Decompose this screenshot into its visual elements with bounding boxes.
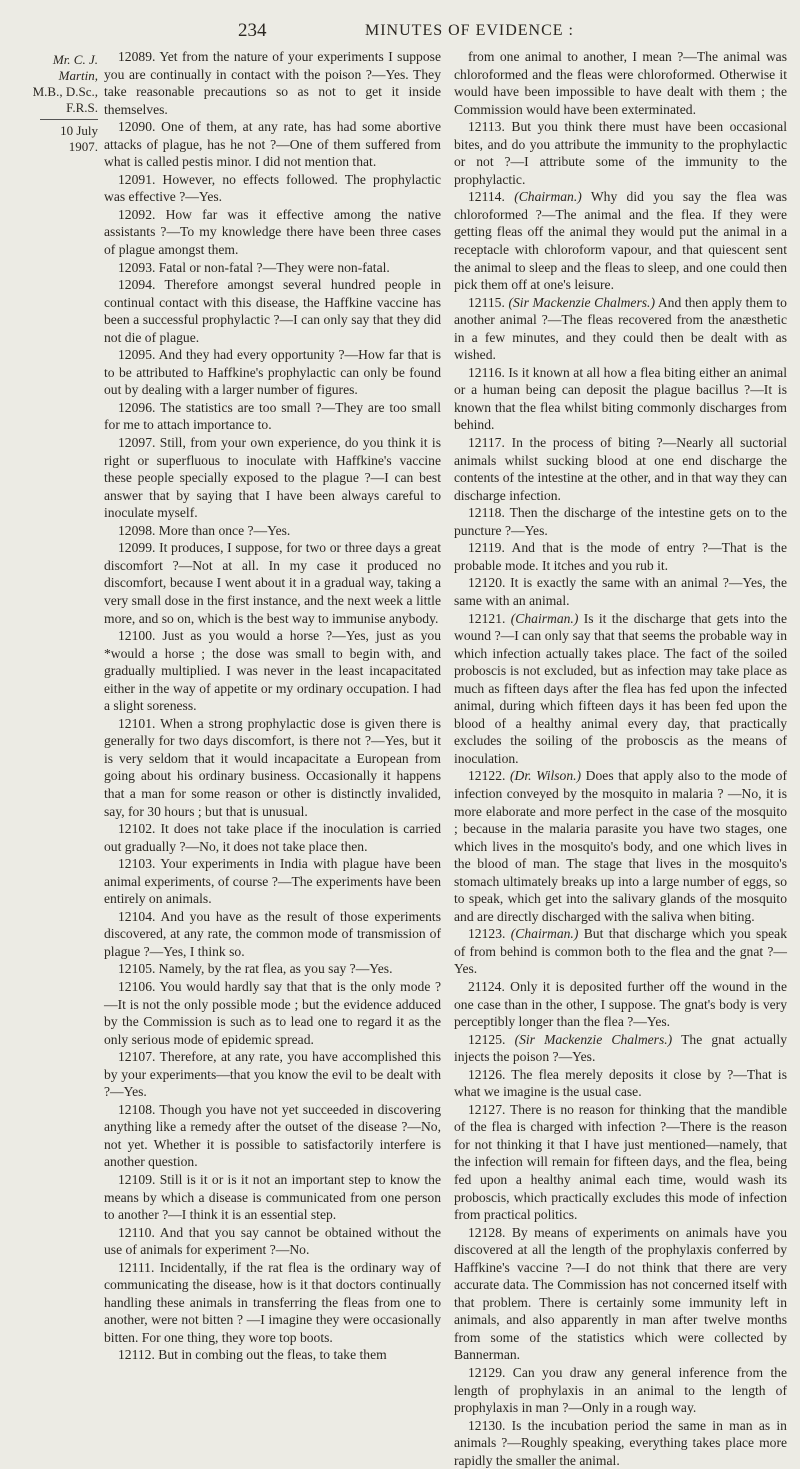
question-paragraph	[454, 1364, 787, 1417]
question-paragraph	[104, 206, 441, 259]
question-number: 12120.	[468, 575, 506, 591]
page-number: 234	[238, 20, 267, 41]
question-paragraph	[104, 1101, 441, 1171]
question-paragraph	[104, 259, 441, 277]
question-number: 12109.	[118, 1172, 156, 1187]
question-number: 12105.	[118, 961, 156, 977]
question-number: 12123.	[468, 926, 506, 942]
speaker-attribution: (Dr. Wilson.)	[510, 768, 582, 784]
question-number: 12129.	[468, 1365, 506, 1381]
question-number: 12102.	[118, 821, 156, 837]
question-text: More than once ?—Yes.	[158, 522, 291, 538]
question-text: Your experiments in India with plague have been animal experiments, of course ?—The experiments have been entirely on animals.	[104, 856, 441, 907]
question-text: Yet from the nature of your experiments I suppose you are continually in contact with the poison ?—Yes. They take reasonable precautions so as not to get it inside themselves.	[104, 49, 441, 117]
question-paragraph	[104, 978, 441, 1048]
question-paragraph	[104, 171, 441, 206]
question-number: 12106.	[118, 978, 156, 994]
question-paragraph	[104, 908, 441, 961]
question-number: 21124.	[468, 978, 505, 994]
question-text: Just as you would a horse ?—Yes, just as you *would a horse ; the dose was small to begin with, and gradually multiplied. I was never in the least incapacitated either in the way of appetite or my ordinary occupation. I had a slight soreness.	[104, 628, 442, 714]
speaker-attribution: (Sir Mackenzie Chalmers.)	[508, 294, 655, 310]
speaker-attribution: (Chairman.)	[510, 926, 579, 942]
question-text: It produces, I suppose, for two or three days a great discomfort ?—Not at all. In my case it produced no discomfort, because I went about it in a gradual way, taking a very small dose in the first instance, and the next week a little more, and so on, which is the best way to immunise anybody.	[104, 540, 441, 626]
question-number: 12130.	[468, 1417, 506, 1433]
question-number: 12090.	[118, 119, 156, 135]
question-paragraph	[454, 1066, 787, 1101]
question-text: But that discharge which you speak of from behind is common both to the flea and the gnat ?—Yes.	[454, 926, 787, 977]
question-paragraph	[454, 1417, 787, 1469]
question-text: Then the discharge of the intestine gets on to the puncture ?—Yes.	[454, 505, 787, 538]
witness-name-line2: Martin,	[58, 68, 98, 83]
witness-name-line1: Mr. C. J.	[52, 52, 98, 67]
question-text: The gnat actually injects the poison ?—Yes.	[454, 1031, 787, 1065]
question-paragraph	[104, 434, 441, 522]
question-text: It does not take place if the inoculation is carried out gradually ?—No, it does not take place then.	[104, 821, 442, 854]
question-paragraph	[104, 1224, 441, 1259]
question-number: 12096.	[118, 399, 156, 415]
question-number: 12104.	[118, 908, 156, 924]
question-number: 12122.	[468, 768, 506, 784]
question-paragraph	[104, 399, 441, 434]
question-text: In the process of biting ?—Nearly all suctorial animals whilst sucking blood at one end discharge the contents of the intestine at the other, and in that way they can discharge infection.	[454, 435, 787, 503]
question-number: 12116.	[468, 364, 505, 380]
question-paragraph	[454, 925, 787, 978]
question-text: And you have as the result of those experiments discovered, at any rate, the common mode of transmission of plague ?—Yes, I think so.	[104, 908, 441, 959]
question-text: Though you have not yet succeeded in discovering anything like a remedy after the outset of the disease ?—No, not yet. Whether it is possible to satisfactorily interfere is another question.	[104, 1101, 441, 1170]
question-paragraph	[104, 627, 441, 715]
question-text: However, no effects followed. The prophylactic was effective ?—Yes.	[104, 171, 441, 205]
question-text: Is the incubation period the same in man as in animals ?—Roughly speaking, everything takes place more rapidly the smaller the animal.	[454, 1417, 787, 1468]
question-paragraph	[104, 820, 441, 855]
question-number: 12095.	[118, 347, 156, 363]
question-text: Namely, by the rat flea, as you say ?—Yes.	[158, 961, 393, 977]
right-text-column	[454, 48, 787, 1469]
question-number: 12108.	[118, 1101, 156, 1117]
question-number: 12107.	[118, 1049, 156, 1065]
question-text: Is it the discharge that gets into the wound ?—I can only say that that seems the probable way in which infection actually takes place. The fact of the soiled proboscis is not excluded, but as infection may take place as much as fifteen days after the flea has fed upon the infected animal, during which fifteen days it has been fed upon the blood of a healthy animal every day, that practically excludes the soiling of the proboscis as the means of inoculation.	[454, 610, 787, 766]
question-number: 12089.	[118, 49, 156, 64]
question-text: Is it known at all how a flea biting either an animal or a human being can deposit the plague bacillus ?—It is known that the flea whilst biting commonly discharges from behind.	[454, 364, 787, 433]
speaker-attribution: (Chairman.)	[510, 610, 579, 626]
running-title: MINUTES OF EVIDENCE :	[365, 22, 574, 39]
question-number: 12100.	[118, 628, 156, 644]
question-paragraph	[104, 855, 441, 908]
question-paragraph	[104, 346, 441, 399]
question-text: Only it is deposited further off the wound in the one case than in the other, I suppose. The gnat's body is very perceptibly longer than the flea ?—Yes.	[454, 978, 787, 1030]
question-number: 12128.	[468, 1224, 506, 1240]
question-number: 12092.	[118, 206, 156, 222]
question-text: But in combing out the fleas, to take them	[158, 1347, 387, 1363]
question-text: from one animal to another, I mean ?—The animal was chloroformed and the fleas were chloroformed. Otherwise it would have been impossible to have dealt with them ; the Commission would have been exterminated.	[454, 49, 787, 117]
question-text: And then apply them to another animal ?—The fleas recovered from the anæsthetic in a few minutes, and they could then be dealt with as wished.	[454, 294, 787, 363]
question-paragraph	[454, 434, 787, 504]
question-paragraph	[104, 1048, 441, 1101]
evidence-date: 10 July 1907.	[60, 123, 98, 154]
question-number: 12094.	[118, 277, 156, 293]
witness-margin-note	[28, 52, 98, 155]
question-text: By means of experiments on animals have you discovered at all the length of the prophylaxis conferred by Haffkine's vaccine ?—I do not think that there are very accurate data. The Commission has not concerned itself with that problem. There is certainly some immunity left in animals, and also apparently in man after twelve months from some of the statistics which were collected by Bannerman.	[454, 1224, 787, 1363]
question-text: Therefore amongst several hundred people in continual contact with this disease, the Haffkine vaccine has been a successful prophylactic ?—I can only say that they did not die of plague.	[104, 277, 442, 345]
question-paragraph	[454, 767, 787, 925]
question-number: 12126.	[468, 1066, 506, 1082]
question-text: One of them, at any rate, has had some abortive attacks of plague, has he not ?—One of them suffered from what is called pestis minor. I did not mention that.	[104, 119, 441, 170]
question-number: 12110.	[118, 1224, 155, 1240]
question-paragraph	[454, 1224, 787, 1364]
question-number: 12103.	[118, 856, 156, 872]
question-text: How far was it effective among the native assistants ?—To my knowledge there have been three cases of plague amongst them.	[104, 206, 441, 258]
question-paragraph	[104, 715, 441, 820]
question-number: 12091.	[118, 171, 156, 187]
question-paragraph	[454, 364, 787, 434]
question-paragraph	[454, 48, 787, 118]
question-text: You would hardly say that that is the only mode ?—It is not the only possible mode ; but the evidence adduced by the Commission is such as to lead one to regard it as the only serious mode of epidemic spread.	[104, 978, 441, 1047]
question-number: 12117.	[468, 435, 505, 451]
question-paragraph	[104, 118, 441, 171]
question-paragraph	[454, 504, 787, 539]
question-text: And that you say cannot be obtained without the use of animals for experiment ?—No.	[104, 1224, 441, 1258]
question-number: 12112.	[118, 1347, 155, 1363]
question-number: 12093.	[118, 259, 156, 275]
question-number: 12127.	[468, 1101, 506, 1117]
question-number: 12114.	[468, 189, 505, 205]
question-text: And that is the mode of entry ?—That is the probable mode. It itches and you rub it.	[454, 540, 787, 573]
question-paragraph	[454, 1031, 787, 1066]
question-paragraph	[104, 1346, 441, 1364]
question-paragraph	[104, 1171, 441, 1224]
question-number: 12125.	[468, 1031, 506, 1047]
question-paragraph	[104, 276, 441, 346]
question-paragraph	[454, 978, 787, 1031]
question-number: 12115.	[468, 294, 505, 310]
witness-degrees: M.B., D.Sc.,	[32, 84, 98, 99]
question-paragraph	[104, 522, 441, 540]
question-number: 12121.	[468, 610, 506, 626]
question-paragraph	[104, 48, 441, 118]
question-text: And they had every opportunity ?—How far that is to be attributed to Haffkine's prophylactic can only be found out by dealing with a larger number of figures.	[104, 347, 441, 398]
question-number: 12111.	[118, 1259, 155, 1275]
question-text: Still, from your own experience, do you think it is right or superfluous to inoculate with Haffkine's vaccine these people specially exposed to the plague ?—I can best answer that by saying that I have been always careful to inoculate myself.	[104, 435, 441, 521]
question-paragraph	[454, 1101, 787, 1224]
question-paragraph	[104, 1259, 441, 1347]
question-text: Incidentally, if the rat flea is the ordinary way of communicating the disease, how is it that doctors continually handling these animals in transferring the fleas from one to another, were not bitten ? —I imagine they were occasionally bitten. For one thing, they wore top boots.	[104, 1259, 441, 1345]
question-paragraph	[454, 118, 787, 188]
question-text: Does that apply also to the mode of infection conveyed by the mosquito in malaria ? —No, it is more elaborate and more perfect in the case of the mosquito ; because in the malaria parasite you have two stages, one which lives in the mosquito's body, and one which lives in the blood of man. The stage that lives in the mosquito's stomach ultimately breaks up into a large number of eggs, so to speak, which get into the salivary glands of the mosquito and are directly discharged with the saliva when biting.	[454, 768, 787, 924]
question-number: 12099.	[118, 540, 156, 556]
question-text: Why did you say the flea was chloroformed ?—The animal and the flea. If they were getting fleas off the animal they would put the animal in a receptacle with chloroform vapour, and that quiescent sent the animal to sleep and the fleas to sleep, and one could then pick them off at one's leisure.	[454, 189, 787, 293]
question-paragraph	[454, 539, 787, 574]
question-number: 12097.	[118, 435, 156, 451]
question-text: There is no reason for thinking that the mandible of the flea is charged with infection ?—There is the reason for not thinking it that I have just mentioned—namely, that the infection will remain for fifteen days, and the flea, being fed upon a healthy animal each time, would wash its proboscis, which practically excludes this mode of infection from practical politics.	[454, 1101, 787, 1223]
question-text: But you think there must have been occasional bites, and do you attribute the immunity to the prophylactic or not ?—I attribute some of the immunity to the prophylactic.	[454, 119, 787, 187]
question-paragraph	[454, 574, 787, 609]
speaker-attribution: (Chairman.)	[514, 189, 582, 205]
question-number: 12098.	[118, 522, 156, 538]
question-text: The statistics are too small ?—They are too small for me to attach importance to.	[104, 399, 441, 433]
margin-divider	[40, 119, 98, 120]
speaker-attribution: (Sir Mackenzie Chalmers.)	[514, 1031, 673, 1047]
question-text: It is exactly the same with an animal ?—Yes, the same with an animal.	[454, 575, 787, 608]
question-text: The flea merely deposits it close by ?—That is what we imagine is the usual case.	[454, 1066, 787, 1100]
question-paragraph	[104, 539, 441, 627]
question-paragraph	[454, 610, 787, 768]
question-paragraph	[104, 960, 441, 978]
question-text: Therefore, at any rate, you have accomplished this by your experiments—that you know the evil to be dealt with ?—Yes.	[104, 1049, 442, 1100]
question-paragraph	[454, 294, 787, 364]
question-number: 12113.	[468, 119, 505, 135]
question-text: Fatal or non-fatal ?—They were non-fatal.	[158, 259, 390, 275]
question-text: Still is it or is it not an important step to know the means by which a disease is communicated from one person to another ?—I think it is an essential step.	[104, 1172, 441, 1223]
question-number: 12119.	[468, 540, 505, 556]
witness-fellowship: F.R.S.	[66, 100, 98, 115]
left-text-column	[104, 48, 441, 1364]
question-paragraph	[454, 188, 787, 293]
question-number: 12118.	[468, 505, 505, 521]
question-text: When a strong prophylactic dose is given there is generally for two days discomfort, is there not ?—Yes, but it is very seldom that it would incapacitate a European from going about his ordinary business. Occasionally it happens that a man for some reason or other is distinctly invalided, say, for 30 hours ; but that is unusual.	[104, 715, 442, 819]
question-text: Can you draw any general inference from the length of prophylaxis in an animal to the length of prophylaxis in man ?—Only in a rough way.	[454, 1365, 787, 1416]
question-number: 12101.	[118, 715, 156, 731]
